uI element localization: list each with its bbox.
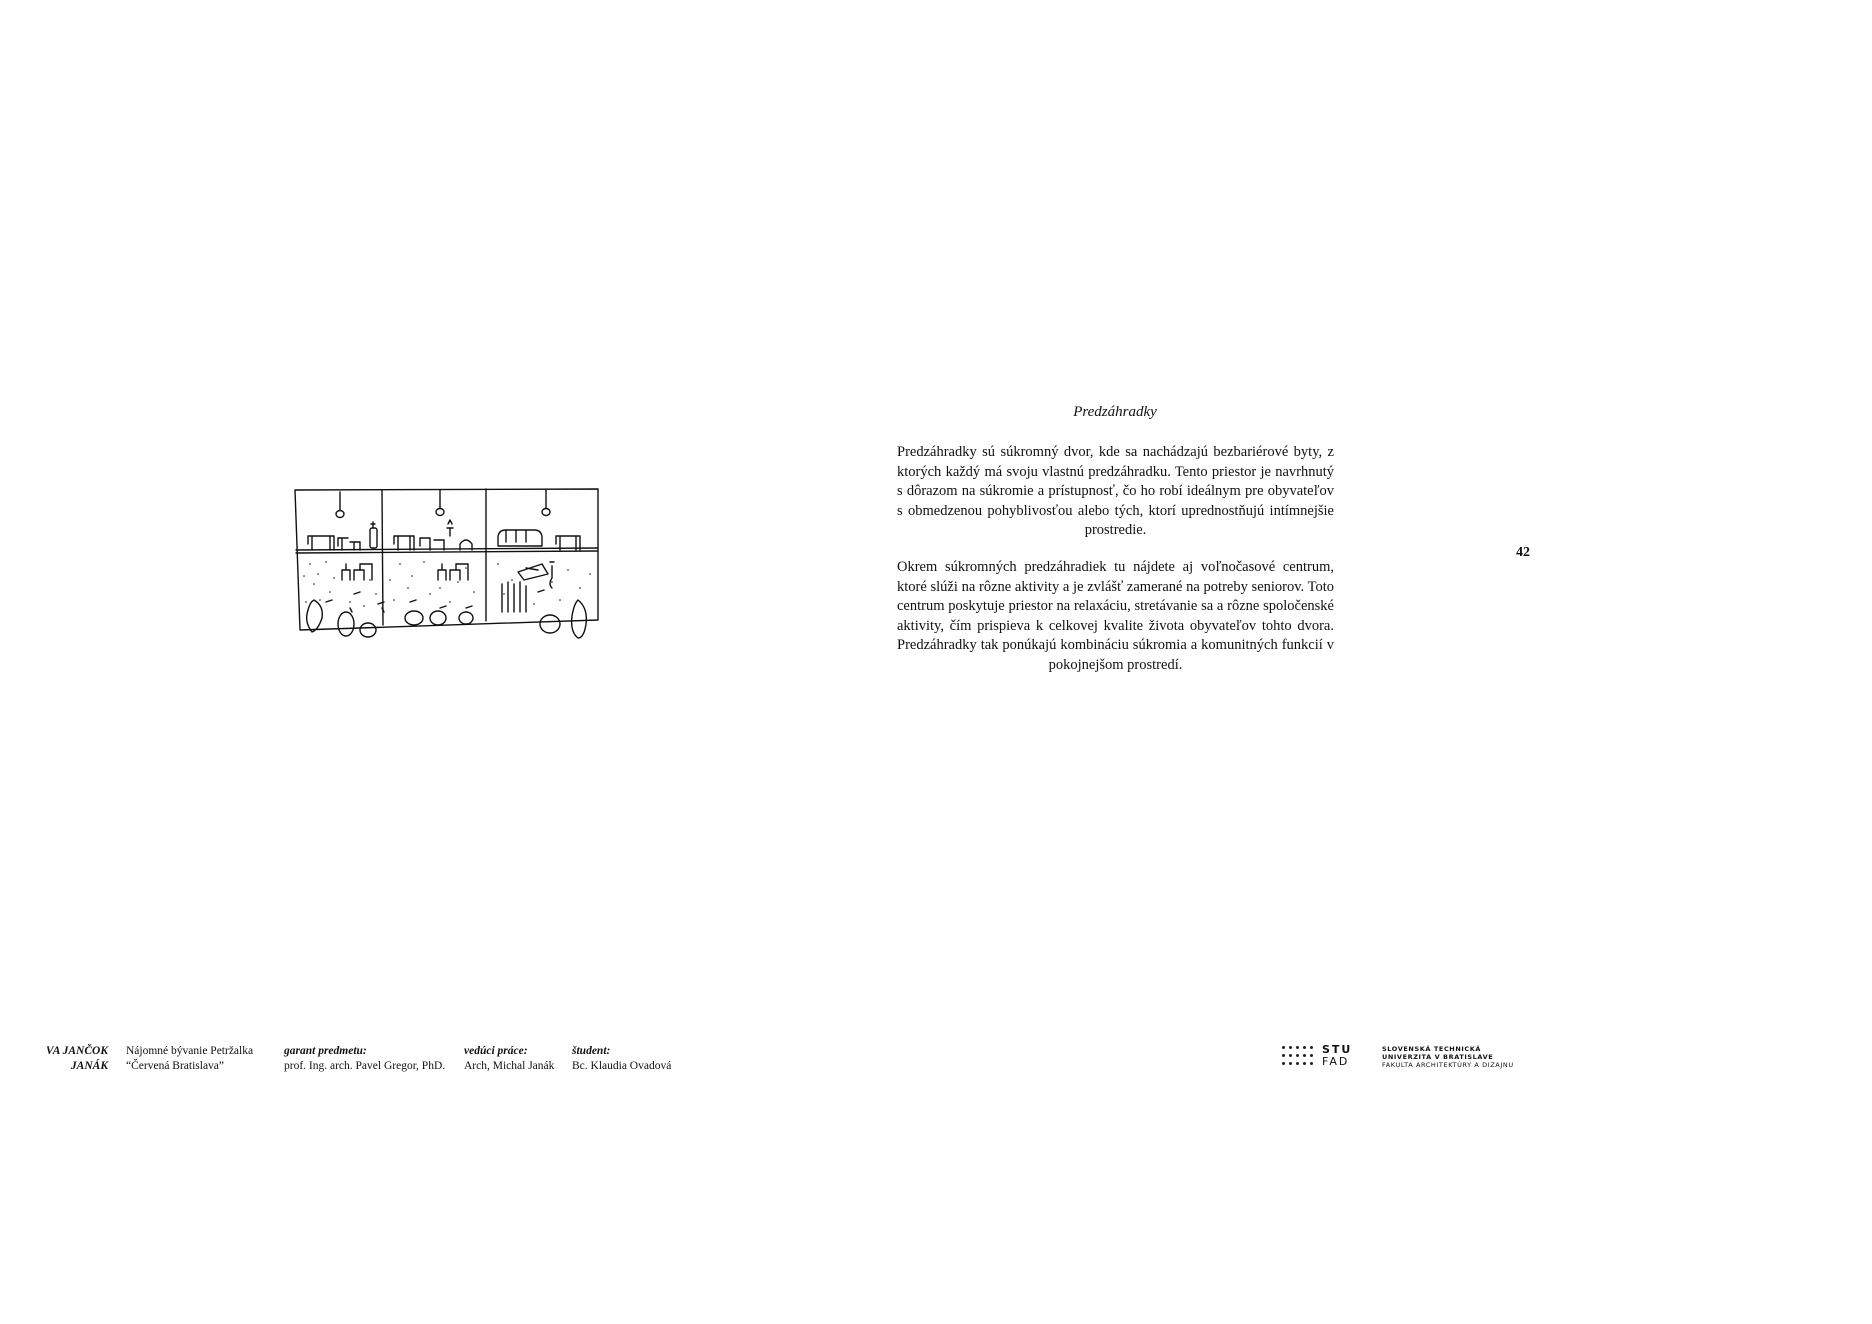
logo-dot <box>1303 1062 1306 1065</box>
university-name <box>1382 1045 1514 1069</box>
footer-supervisor <box>464 1044 554 1074</box>
logo-dot <box>1282 1062 1285 1065</box>
logo-mark-stu: STU <box>1322 1043 1353 1056</box>
footer-guarantor <box>284 1044 445 1074</box>
project-line-2: “Červená Bratislava” <box>126 1060 225 1072</box>
logo-dot <box>1303 1046 1306 1049</box>
supervisor-label: vedúci práce: <box>464 1045 528 1057</box>
authors-line-1: VA JANČOK <box>45 1045 108 1057</box>
page-number: 42 <box>1516 545 1530 560</box>
student-label: študent: <box>572 1045 611 1057</box>
supervisor-name: Arch, Michal Janák <box>464 1060 555 1072</box>
guarantor-name: prof. Ing. arch. Pavel Gregor, PhD. <box>284 1060 446 1072</box>
student-name: Bc. Klaudia Ovadová <box>572 1060 672 1072</box>
logo-dot <box>1296 1046 1299 1049</box>
authors-line-2: JANÁK <box>70 1060 108 1072</box>
project-line-1: Nájomné bývanie Petržalka <box>126 1045 254 1057</box>
logo-dot <box>1310 1054 1313 1057</box>
footer-project <box>126 1044 253 1074</box>
intro-paragraph: Predzáhradky sú súkromný dvor, kde sa nachádzajú bezbariérové byty, z ktorých každý má svoju vlastnú predzáhradku. Tento priestor je navrhnutý s dôrazom na súkromie a prístupnosť, čo ho robí ideálnym pre obyvateľov s obmedzenou pohyblivosťou alebo tých, ktorí uprednostňujú intímnejšie prostredie. <box>897 444 1334 539</box>
footer-student <box>572 1044 671 1074</box>
university-line-2: UNIVERZITA V BRATISLAVE <box>1382 1053 1494 1061</box>
community-paragraph: Okrem súkromných predzáhradiek tu nájdete aj voľnočasové centrum, ktoré slúži na rôzne aktivity a je zvlášť zamerané na potreby seniorov. Toto centrum poskytuje priestor na relaxáciu, stretávanie sa a rôzne spoločenské aktivity, čím prispieva k celkovej kvalite života obyvateľov tohto dvora. Predzáhradky tak ponúkajú kombináciu súkromia a komunitných funkcií v pokojnejšom prostredí. <box>897 559 1334 673</box>
university-line-1: SLOVENSKÁ TECHNICKÁ <box>1382 1045 1482 1053</box>
logo-dot <box>1296 1054 1299 1057</box>
logo-dot <box>1289 1046 1292 1049</box>
faculty-line: FAKULTA ARCHITEKTÚRY A DIZAJNU <box>1382 1061 1514 1069</box>
logo-dot <box>1282 1054 1285 1057</box>
guarantor-label: garant predmetu: <box>284 1045 367 1057</box>
logo-dot <box>1310 1062 1313 1065</box>
stu-fad-logo <box>1282 1044 1362 1074</box>
logo-dot <box>1289 1062 1292 1065</box>
logo-dot <box>1303 1054 1306 1057</box>
front-gardens-sketch <box>290 484 602 644</box>
logo-dot <box>1296 1062 1299 1065</box>
logo-mark-fad: FAD <box>1322 1055 1350 1068</box>
logo-dot <box>1282 1046 1285 1049</box>
footer-authors <box>38 1044 108 1074</box>
logo-dot <box>1310 1046 1313 1049</box>
section-title: Predzáhradky <box>1073 404 1157 420</box>
logo-dot <box>1289 1054 1292 1057</box>
logo-wordmark <box>1322 1044 1352 1068</box>
